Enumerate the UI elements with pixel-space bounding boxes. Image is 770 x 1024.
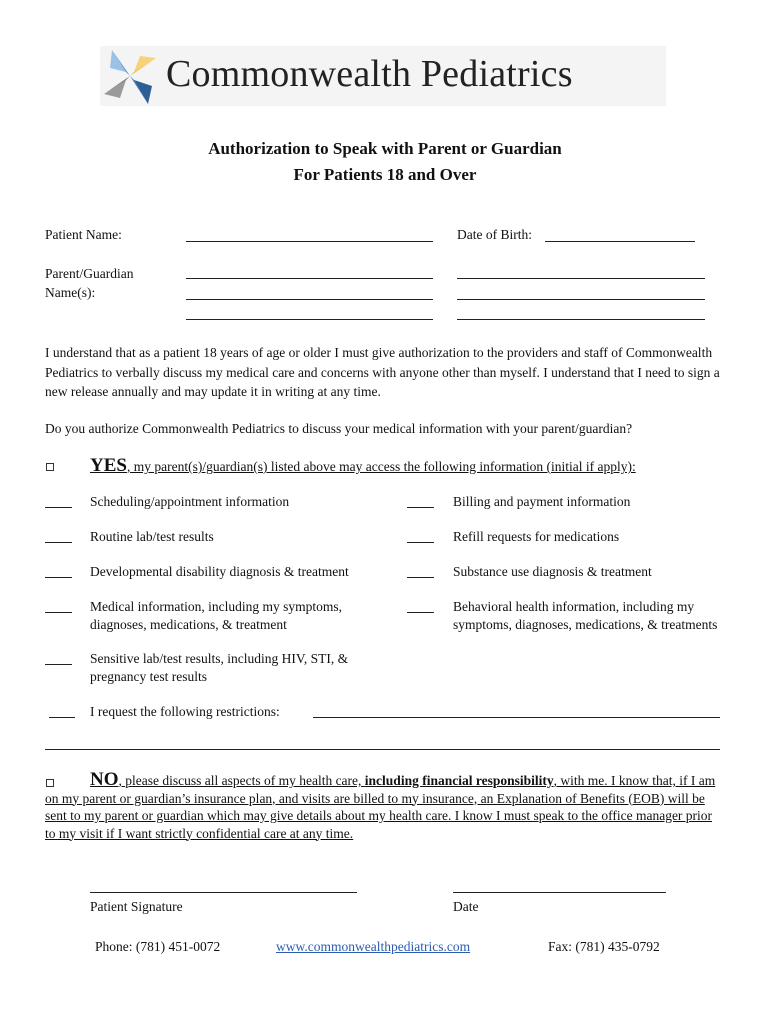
website-link[interactable]: www.commonwealthpediatrics.com — [276, 939, 471, 954]
guardian-name-field[interactable] — [186, 299, 433, 300]
yes-checkbox[interactable] — [46, 463, 54, 471]
signature-field[interactable] — [90, 892, 357, 893]
initial-field[interactable] — [49, 717, 75, 718]
option-scheduling: Scheduling/appointment information — [90, 494, 290, 509]
no-text-a: , please discuss all aspects of my health care, — [118, 773, 365, 788]
patient-name-label: Patient Name: — [45, 227, 122, 242]
guardian-name-field[interactable] — [186, 319, 433, 320]
dob-field[interactable] — [545, 241, 695, 242]
guardian-label-2: Name(s): — [45, 285, 96, 300]
initial-field[interactable] — [45, 542, 72, 543]
option-behavioral-health: Behavioral health information, including my symptoms, diagnoses, medications, & treatments — [453, 599, 718, 632]
pinwheel-logo-icon — [100, 46, 160, 106]
initial-field[interactable] — [45, 664, 72, 665]
guardian-label: Parent/Guardian — [45, 266, 134, 281]
yes-word: YES — [90, 455, 127, 476]
initial-field[interactable] — [407, 577, 434, 578]
patient-name-field[interactable] — [186, 241, 433, 242]
restrictions-field-2[interactable] — [45, 749, 720, 750]
yes-statement — [90, 455, 636, 477]
no-text-b: , with me. I know that, if I am on my parent or guardian’s insurance plan, and visits are billed to my insurance, an Explanation of Benefits (EOB) will be sent to my parent or guardian which may give details about my health care. I know I must speak to the office manager prior to my visit if I want strictly confidential care at any time. — [45, 773, 716, 841]
guardian-name-field[interactable] — [457, 278, 705, 279]
restrictions-label: I request the following restrictions: — [90, 704, 280, 719]
dob-label: Date of Birth: — [457, 227, 532, 242]
option-sensitive-lab: Sensitive lab/test results, including HIV, STI, & pregnancy test results — [90, 651, 349, 684]
initial-field[interactable] — [45, 577, 72, 578]
option-medical-info: Medical information, including my symptoms, diagnoses, medications, & treatment — [90, 599, 342, 632]
initial-field[interactable] — [407, 612, 434, 613]
authorization-question: Do you authorize Commonwealth Pediatrics to discuss your medical information with your parent/guardian? — [45, 421, 633, 436]
phone-number: Phone: (781) 451-0072 — [95, 939, 221, 954]
guardian-name-field[interactable] — [457, 319, 705, 320]
brand-name: Commonwealth Pediatrics — [166, 53, 573, 95]
initial-field[interactable] — [45, 612, 72, 613]
initial-field[interactable] — [407, 542, 434, 543]
restrictions-field[interactable] — [313, 717, 720, 718]
guardian-name-field[interactable] — [186, 278, 433, 279]
option-developmental: Developmental disability diagnosis & treatment — [90, 564, 349, 579]
form-title: Authorization to Speak with Parent or Guardian — [208, 139, 562, 158]
no-statement — [45, 771, 725, 842]
initial-field[interactable] — [45, 507, 72, 508]
option-billing: Billing and payment information — [453, 494, 631, 509]
fax-number: Fax: (781) 435-0792 — [548, 939, 660, 954]
signature-label: Patient Signature — [90, 899, 183, 914]
yes-text: , my parent(s)/guardian(s) listed above may access the following information (initial if apply): — [126, 459, 636, 474]
option-substance-use: Substance use diagnosis & treatment — [453, 564, 652, 579]
form-subtitle: For Patients 18 and Over — [293, 165, 477, 184]
intro-paragraph: I understand that as a patient 18 years of age or older I must give authorization to the providers and staff of Commonwealth Pediatrics to verbally discuss my medical care and concerns with anyone other than myself. I understand that I need to sign a new release annually and may update it in writing at any time. — [45, 345, 720, 399]
option-routine-lab: Routine lab/test results — [90, 529, 214, 544]
financial-responsibility: including financial responsibility — [364, 773, 554, 788]
option-refill: Refill requests for medications — [453, 529, 620, 544]
date-label: Date — [453, 899, 479, 914]
date-field[interactable] — [453, 892, 666, 893]
guardian-name-field[interactable] — [457, 299, 705, 300]
initial-field[interactable] — [407, 507, 434, 508]
no-word: NO — [90, 769, 119, 790]
logo-banner — [100, 46, 666, 106]
